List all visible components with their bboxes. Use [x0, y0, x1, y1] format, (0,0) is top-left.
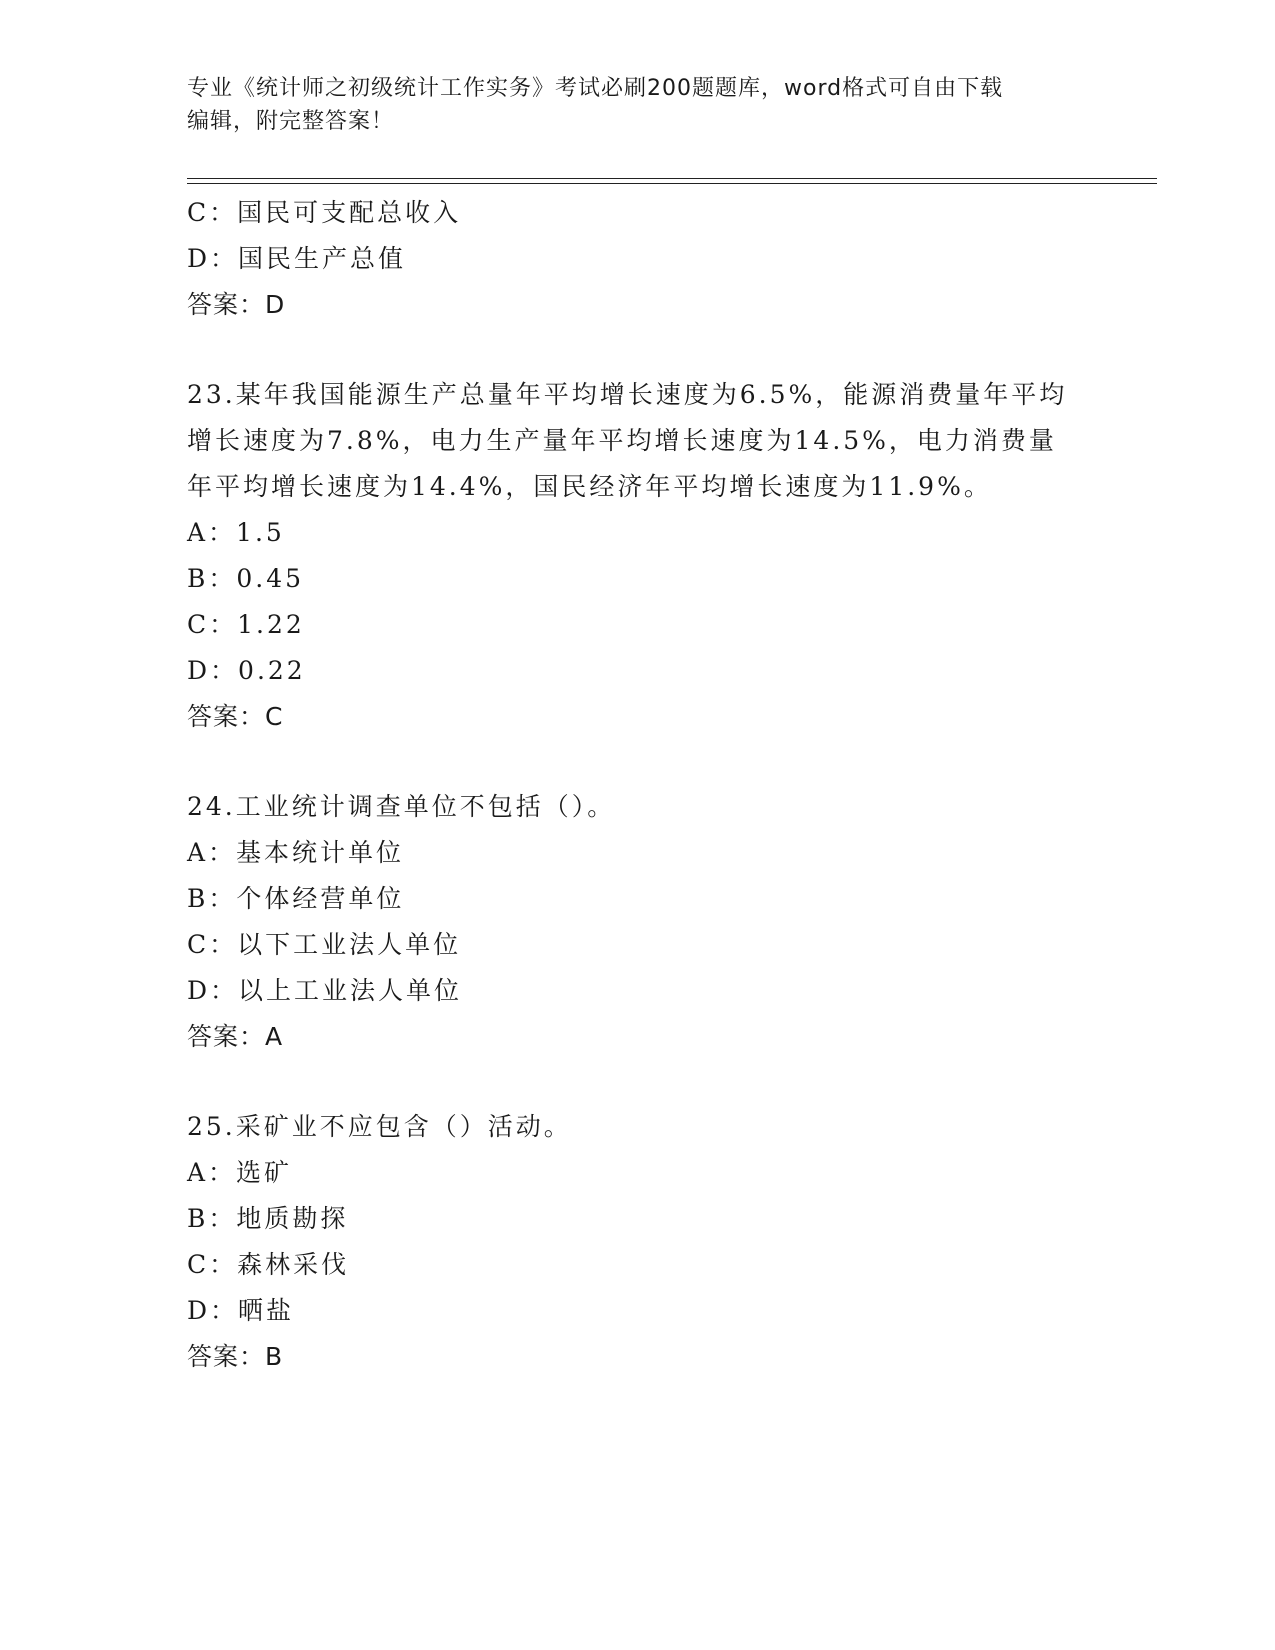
option-d: D：0.22	[187, 656, 306, 685]
header-divider-top	[187, 178, 1157, 179]
option-b: B：0.45	[187, 564, 305, 593]
option-d: D：国民生产总值	[187, 244, 407, 273]
question-24	[187, 784, 1147, 1060]
stem-line: 25.采矿业不应包含（）活动。	[187, 1112, 572, 1141]
option-d: D：晒盐	[187, 1296, 295, 1325]
question-spacer	[187, 1060, 1147, 1104]
option-b: B：地质勘探	[187, 1204, 349, 1233]
question-content	[187, 190, 1147, 1380]
option-a: A：选矿	[187, 1158, 293, 1187]
header-divider-bottom	[187, 183, 1157, 184]
option-c: C：国民可支配总收入	[187, 198, 462, 227]
question-stem	[187, 1104, 1147, 1150]
question-22-tail	[187, 190, 1147, 328]
question-stem	[187, 372, 1147, 510]
question-23	[187, 372, 1147, 740]
document-header	[187, 72, 1067, 138]
option-c: C：以下工业法人单位	[187, 930, 462, 959]
stem-line: 增长速度为7.8%，电力生产量年平均增长速度为14.5%，电力消费量	[187, 426, 1057, 455]
answer-label: 答案：D	[187, 290, 286, 319]
question-spacer	[187, 328, 1147, 372]
header-line-2: 编辑，附完整答案！	[187, 109, 395, 134]
option-c: C：1.22	[187, 610, 305, 639]
answer-label: 答案：A	[187, 1022, 284, 1051]
header-line-1: 专业《统计师之初级统计工作实务》考试必刷200题题库，word格式可自由下载	[187, 76, 1004, 101]
answer-label: 答案：C	[187, 702, 284, 731]
question-spacer	[187, 740, 1147, 784]
option-c: C：森林采伐	[187, 1250, 350, 1279]
option-a: A：基本统计单位	[187, 838, 405, 867]
question-25	[187, 1104, 1147, 1380]
answer-label: 答案：B	[187, 1342, 284, 1371]
option-a: A：1.5	[187, 518, 285, 547]
question-stem	[187, 784, 1147, 830]
option-d: D：以上工业法人单位	[187, 976, 463, 1005]
option-b: B：个体经营单位	[187, 884, 405, 913]
stem-line: 24.工业统计调查单位不包括（）。	[187, 792, 616, 821]
stem-line: 年平均增长速度为14.4%，国民经济年平均增长速度为11.9%。	[187, 472, 992, 501]
stem-line: 23.某年我国能源生产总量年平均增长速度为6.5%，能源消费量年平均	[187, 380, 1068, 409]
